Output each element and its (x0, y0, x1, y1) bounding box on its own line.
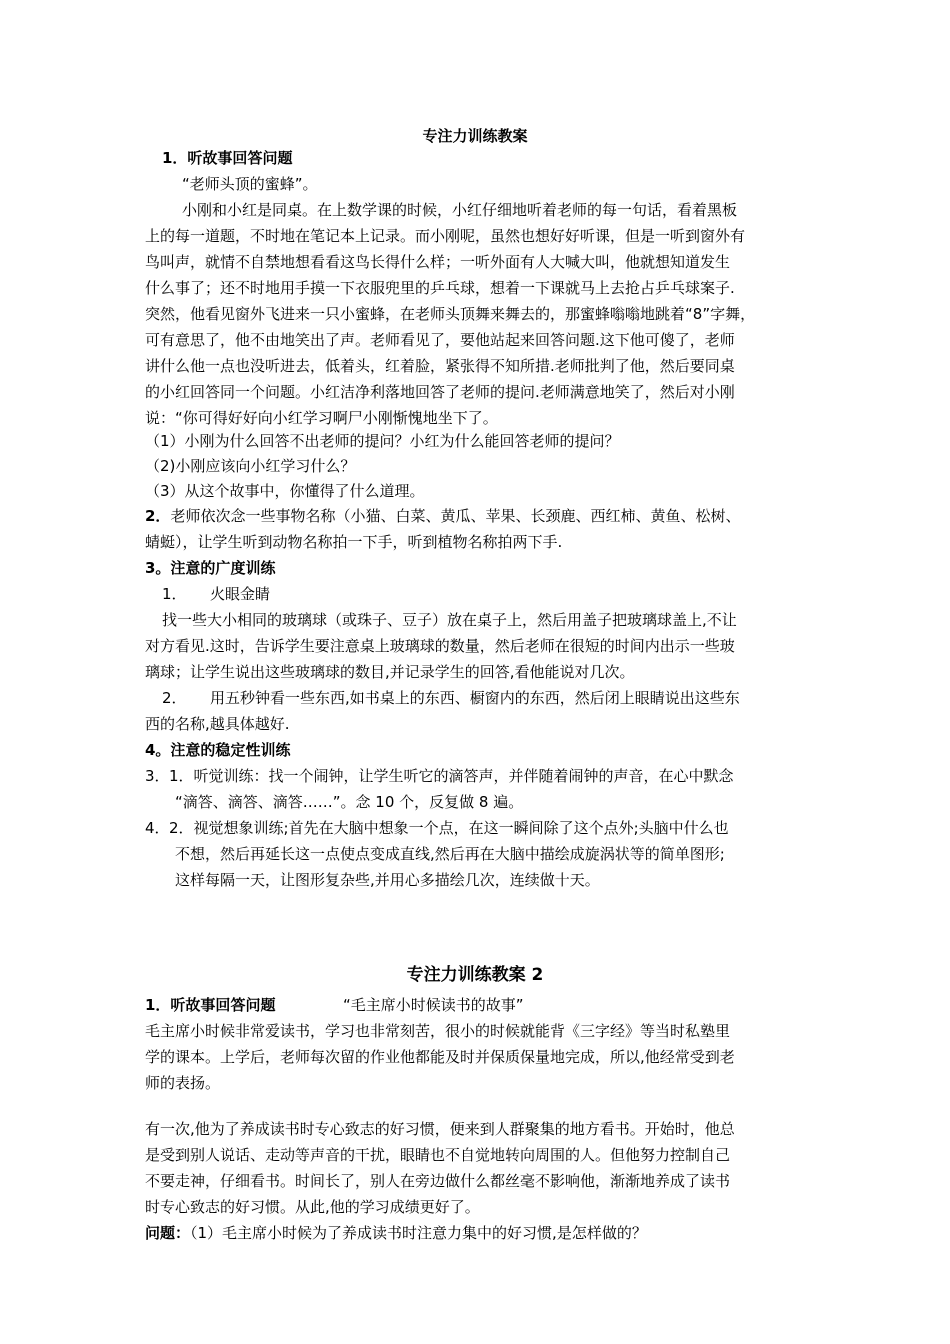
list-line: 这样每隔一天，让图形复杂些,并用心多描绘几次，连续做十天。 (175, 871, 600, 889)
story-title: “老师头顶的蜜蜂”。 (182, 175, 318, 193)
list-line: “滴答、滴答、滴答……”。念 10 个，反复做 8 遍。 (175, 793, 524, 811)
section-4-heading: 4。注意的稳定性训练 (145, 741, 291, 759)
p2-para-line: 师的表扬。 (145, 1074, 221, 1092)
p2-para-line: 是受到别人说话、走动等声音的干扰，眼睛也不自觉地转向周围的人。但他努力控制自己 (145, 1146, 731, 1164)
section-2-line: 蜻蜓），让学生听到动物名称拍一下手，听到植物名称拍两下手. (145, 533, 563, 551)
section-2-line: 老师依次念一些事物名称（小猫、白菜、黄瓜、苹果、长颈鹿、西红柿、黄鱼、松树、 (170, 507, 741, 525)
p2-para-line: 不要走神，仔细看书。时间长了，别人在旁边做什么都丝毫不影响他，渐渐地养成了读书 (145, 1172, 731, 1190)
p2-para-line: 毛主席小时候非常爱读书，学习也非常刻苦，很小的时候就能背《三字经》等当时私塾里 (145, 1022, 731, 1040)
story-line: 上的每一道题，不时地在笔记本上记录。而小刚呢，虽然也想好好听课，但是一听到窗外有 (145, 227, 746, 245)
story-line: 鸟叫声，就情不自禁地想看看这鸟长得什么样；一听外面有人大喊大叫，他就想知道发生 (145, 253, 731, 271)
p2-heading: 1．听故事回答问题 (145, 996, 276, 1014)
p2-story-title: “毛主席小时候读书的故事” (343, 996, 524, 1014)
item-line: 璃球；让学生说出这些玻璃球的数目,并记录学生的回答,看他能说对几次。 (145, 663, 635, 681)
list-line: 1．听觉训练：找一个闹钟，让学生听它的滴答声，并伴随着闹钟的声音，在心中默念 (169, 767, 734, 785)
lesson-title-1: 专注力训练教案 (422, 127, 528, 145)
p2-question-label: 问题： (145, 1224, 191, 1242)
list-line: 2．视觉想象训练;首先在大脑中想象一个点，在这一瞬间除了这个点外;头脑中什么也 (169, 819, 729, 837)
story-line: 可有意思了，他不由地笑出了声。老师看见了，要他站起来回答问题.这下他可傻了，老师 (145, 331, 735, 349)
section-3-heading: 3。注意的广度训练 (145, 559, 276, 577)
story-line: 什么事了；还不时地用手摸一下衣服兜里的乒乓球，想着一下课就马上去抢占乒乓球案子. (145, 279, 735, 297)
section-1-heading: 1．听故事回答问题 (162, 149, 293, 167)
lesson-title-2: 专注力训练教案 2 (406, 965, 544, 985)
list-number: 3． (145, 767, 170, 785)
question-item: （2)小刚应该向小红学习什么？ (145, 457, 356, 475)
item-line: 找一些大小相同的玻璃球（或珠子、豆子）放在桌子上，然后用盖子把玻璃球盖上,不让 (162, 611, 737, 629)
story-line: 小刚和小红是同桌。在上数学课的时候，小红仔细地听着老师的每一句话，看着黑板 (182, 201, 738, 219)
item-number: 2． (162, 689, 187, 707)
question-item: （1）小刚为什么回答不出老师的提问？小红为什么能回答老师的提问？ (145, 432, 620, 450)
list-number: 4． (145, 819, 170, 837)
question-item: （3）从这个故事中，你懂得了什么道理。 (145, 482, 425, 500)
item-line: 用五秒钟看一些东西,如书桌上的东西、橱窗内的东西，然后闭上眼睛说出这些东 (210, 689, 740, 707)
story-line: 说：“你可得好好向小红学习啊尸小刚惭愧地坐下了。 (145, 409, 498, 427)
item-line: 对方看见.这时，告诉学生要注意桌上玻璃球的数量，然后老师在很短的时间内出示一些玻 (145, 637, 735, 655)
story-line: 讲什么他一点也没听进去，低着头，红着脸，紧张得不知所措.老师批判了他，然后要同桌 (145, 357, 735, 375)
p2-para-line: 有一次,他为了养成读书时专心致志的好习惯，便来到人群聚集的地方看书。开始时，他总 (145, 1120, 735, 1138)
item-number: 1． (162, 585, 187, 603)
story-line: 的小红回答同一个问题。小红洁净利落地回答了老师的提问.老师满意地笑了，然后对小刚 (145, 383, 735, 401)
p2-para-line: 时专心致志的好习惯。从此,他的学习成绩更好了。 (145, 1198, 480, 1216)
story-line: 突然，他看见窗外飞进来一只小蜜蜂，在老师头顶舞来舞去的，那蜜蜂嗡嗡地跳着“8”字舞， (145, 305, 756, 323)
p2-question-text: （1）毛主席小时候为了养成读书时注意力集中的好习惯,是怎样做的？ (190, 1224, 647, 1242)
p2-para-line: 学的课本。上学后，老师每次留的作业他都能及时并保质保量地完成，所以,他经常受到老 (145, 1048, 735, 1066)
list-line: 不想，然后再延长这一点使点变成直线,然后再在大脑中描绘成旋涡状等的简单图形; (175, 845, 725, 863)
item-line: 西的名称,越具体越好. (145, 715, 290, 733)
section-2-number: 2． (145, 507, 171, 525)
item-title: 火眼金睛 (210, 585, 271, 603)
